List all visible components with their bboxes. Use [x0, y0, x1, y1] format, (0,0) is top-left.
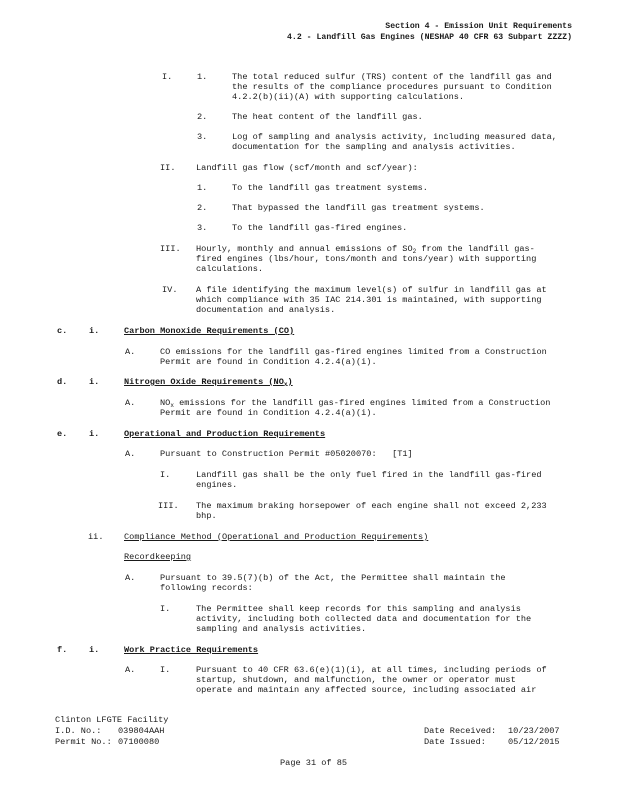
section-c-title: Carbon Monoxide Requirements (CO) [124, 326, 295, 336]
recordkeeping-I-line: sampling and analysis activities. [196, 624, 367, 634]
roman-III-line: fired engines (lbs/hour, tons/month and tons/year) with supporting [196, 254, 537, 264]
section-f-I-label: I. [160, 665, 171, 675]
item-3-label: 3. [197, 132, 208, 142]
permit-value: 07100080 [118, 737, 160, 747]
roman-IV-line: A file identifying the maximum level(s) of sulfur in landfill gas at [196, 285, 547, 295]
roman-IV-label: IV. [162, 285, 178, 295]
section-e-I-line: Landfill gas shall be the only fuel fired in the landfill gas-fired [196, 470, 542, 480]
section-e-title: Operational and Production Requirements [124, 429, 326, 439]
item-3-line: Log of sampling and analysis activity, including measured data, [232, 132, 557, 142]
section-f-letter: f. [57, 645, 68, 655]
flow-item-text: That bypassed the landfill gas treatment systems. [232, 203, 485, 213]
section-e-III-line: bhp. [196, 511, 217, 521]
roman-III-line: Hourly, monthly and annual emissions of $SO_2$ from the landfill gas- [196, 244, 535, 255]
id-label: I.D. No.: [55, 726, 102, 736]
section-e-III-line: The maximum braking horsepower of each engine shall not exceed 2,233 [196, 501, 547, 511]
date-received-label: Date Received: [424, 726, 497, 736]
item-1-line: the results of the compliance procedures pursuant to Condition [232, 82, 552, 92]
section-d-line: $NO_x$ emissions for the landfill gas-fired engines limited from a Construction [160, 398, 551, 409]
flow-item-label: 1. [197, 183, 208, 193]
section-c-letter: c. [57, 326, 68, 336]
section-c-item-label: A. [125, 347, 136, 357]
section-e-A-label: A. [125, 449, 136, 459]
date-received-value: 10/23/2007 [508, 726, 560, 736]
section-e-roman: i. [89, 429, 100, 439]
subsection-header: 4.2 - Landfill Gas Engines (NESHAP 40 CFR 63 Subpart ZZZZ) [287, 33, 572, 42]
flow-item-text: To the landfill gas treatment systems. [232, 183, 428, 193]
recordkeeping-A-line: following records: [160, 583, 253, 593]
section-header: Section 4 - Emission Unit Requirements [385, 22, 572, 31]
section-e-III-label: III. [158, 501, 179, 511]
roman-II-title: Landfill gas flow (scf/month and scf/year): [196, 163, 418, 173]
recordkeeping-A-label: A. [125, 573, 136, 583]
flow-item-text: To the landfill gas-fired engines. [232, 223, 408, 233]
recordkeeping-heading: Recordkeeping [124, 552, 192, 562]
compliance-method-title: Compliance Method (Operational and Production Requirements) [124, 532, 429, 542]
roman-IV-line: documentation and analysis. [196, 305, 336, 315]
item-1-label: 1. [197, 72, 208, 82]
item-1-line: The total reduced sulfur (TRS) content of the landfill gas and [232, 72, 552, 82]
section-c-roman: i. [89, 326, 100, 336]
section-e-I-line: engines. [196, 480, 238, 490]
roman-III-label: III. [160, 244, 181, 254]
flow-item-label: 2. [197, 203, 208, 213]
section-c-line: Permit are found in Condition 4.2.4(a)(i). [160, 357, 377, 367]
item-1-line: 4.2.2(b)(ii)(A) with supporting calculations. [232, 92, 465, 102]
recordkeeping-I-line: activity, including both collected data and documentation for the [196, 614, 532, 624]
section-f-A-label: A. [125, 665, 136, 675]
section-f-line: startup, shutdown, and malfunction, the owner or operator must [196, 675, 516, 685]
item-2-label: 2. [197, 112, 208, 122]
date-issued-label: Date Issued: [424, 737, 486, 747]
section-e-ii-label: ii. [88, 532, 104, 542]
section-d-item-label: A. [125, 398, 136, 408]
roman-IV-line: which compliance with 35 IAC 214.301 is maintained, with supporting [196, 295, 542, 305]
section-f-line: Pursuant to 40 CFR 63.6(e)(1)(i), at all times, including periods of [196, 665, 547, 675]
section-f-roman: i. [89, 645, 100, 655]
section-e-I-label: I. [160, 470, 171, 480]
flow-item-label: 3. [197, 223, 208, 233]
date-issued-value: 05/12/2015 [508, 737, 560, 747]
section-e-letter: e. [57, 429, 68, 439]
section-e-A-text: Pursuant to Construction Permit #05020070: [T1] [160, 449, 413, 459]
section-f-title: Work Practice Requirements [124, 645, 259, 655]
recordkeeping-I-label: I. [160, 604, 171, 614]
recordkeeping-A-line: Pursuant to 39.5(7)(b) of the Act, the Permittee shall maintain the [160, 573, 506, 583]
item-3-line: documentation for the sampling and analysis activities. [232, 142, 516, 152]
roman-III-line: calculations. [196, 264, 264, 274]
recordkeeping-I-line: The Permittee shall keep records for this sampling and analysis [196, 604, 521, 614]
facility-name: Clinton LFGTE Facility [55, 715, 169, 725]
section-d-line: Permit are found in Condition 4.2.4(a)(i). [160, 408, 377, 418]
section-c-line: CO emissions for the landfill gas-fired engines limited from a Construction [160, 347, 547, 357]
roman-II-label: II. [160, 163, 176, 173]
section-d-letter: d. [57, 377, 68, 387]
section-f-line: operate and maintain any affected source, including associated air [196, 685, 537, 695]
item-2-line: The heat content of the landfill gas. [232, 112, 423, 122]
permit-label: Permit No.: [55, 737, 112, 747]
roman-I-label: I. [162, 72, 173, 82]
page-number: Page 31 of 85 [280, 758, 348, 768]
section-d-title: Nitrogen Oxide Requirements $(NO_x)$ [124, 377, 293, 388]
section-d-roman: i. [89, 377, 100, 387]
id-value: 039804AAH [118, 726, 165, 736]
